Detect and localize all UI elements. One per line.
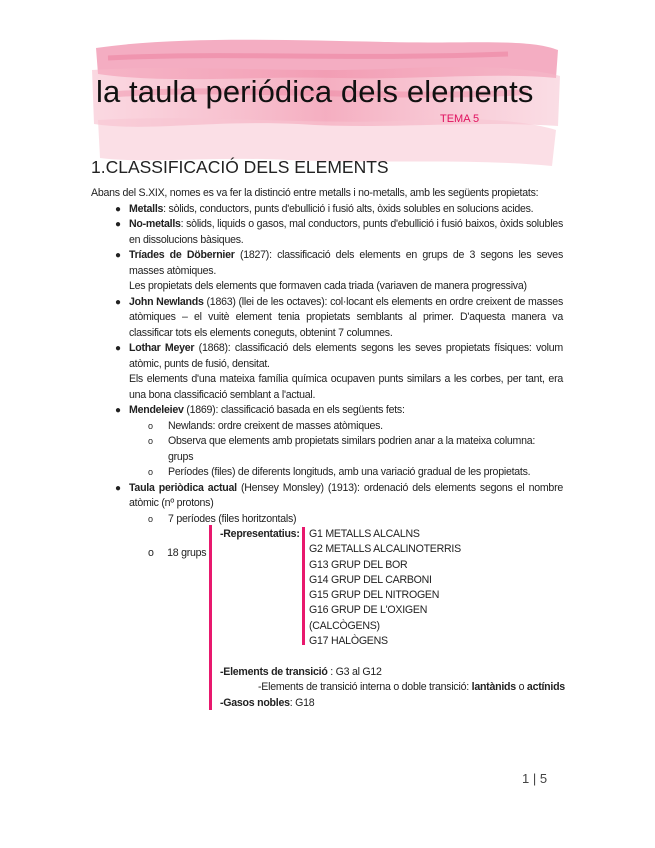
list-item [91,248,563,279]
intro-text: Abans del S.XIX, nomes es va fer la distinció entre metalls i no-metalls, amb les següents propietats: [91,187,539,199]
list-item [91,481,563,512]
transicio-interna-line: -Elements de transició interna o doble transició: lantànids o actínids [258,681,565,693]
circle-bullet-icon: o [148,467,153,477]
sub-item-text: 7 períodes (files horitzontals) [168,512,297,525]
list-item [91,217,563,248]
representatius-label: -Representatius: [220,528,300,540]
item-text: (1863) (llei de les octaves): col·locant els elements en ordre creixent de masses atòmiques – el vuitè element tenia propietats semblants al primer. D'aquesta manera va classificar tots els elements coneguts, obtenint 7 columnes. [129,295,563,339]
sub-list-item [91,465,563,481]
circle-bullet-icon: o [148,513,153,524]
list-item [91,295,563,342]
bullet-icon: ● [115,405,121,416]
bullet-icon: ● [115,203,121,215]
item-term: Tríades de Döbernier [129,249,235,261]
gasos-nobles-line: -Gasos nobles: G18 [220,697,315,709]
group-item: G17 HALÒGENS [309,635,388,648]
document-title: la taula periódica dels elements [96,74,534,109]
item-text: (1827): classificació dels elements en grups de 3 segons les seves masses atòmiques. [129,249,563,277]
sub-item-text: Newlands: ordre creixent de masses atòmiques. [168,419,383,432]
item-continuation: Les propietats dels elements que formaven cada triada (variaven de manera progressiva) [129,280,527,292]
item-term: Mendeleiev [129,404,184,416]
group-item: G1 METALLS ALCALNS [309,528,420,540]
sub-item-text: Observa que elements amb propietats similars podrien anar a la mateixa columna: grups [168,435,536,463]
bullet-icon: ● [115,250,121,261]
sub-item-text: Períodes (files) de diferents longituds, amb una variació gradual de les propietats. [168,466,531,478]
group-item: (CALCÒGENS) [309,619,380,632]
item-term: No-metalls [129,218,181,230]
bullet-icon: ● [115,482,121,494]
item-term: Metalls [129,202,164,215]
bullet-icon: ● [115,296,121,308]
group-item: G2 METALLS ALCALINOTERRIS [309,543,461,556]
bracket-bar [209,525,212,710]
list-item [91,202,563,218]
item-term: Taula periòdica actual [129,481,237,494]
item-text: (Hensey Monsley) (1913): ordenació dels elements segons el nombre atòmic (nº protons) [129,481,563,509]
sub-list-item [91,434,563,465]
group-item: G16 GRUP DE L'OXIGEN [309,604,428,617]
group-item: G15 GRUP DEL NITROGEN [309,589,440,602]
item-text: : sòlids, conductors, punts d'ebullició i fusió alts, òxids solubles en solucions acides. [163,202,534,215]
item-term: Lothar Meyer [129,342,195,354]
bullet-icon: ● [115,343,121,354]
bullet-icon: ● [115,219,121,230]
bracket-bar-representatius [302,527,305,645]
group-item: G13 GRUP DEL BOR [309,558,408,571]
item-text: (1868): classificació dels elements segons les seves propietats físiques: volum atòmic, punts de fusió, densitat. [129,342,563,370]
list-item [91,403,563,419]
item-term: John Newlands [129,295,204,308]
section-body [91,186,563,527]
grups-item [148,546,206,561]
circle-bullet-icon: o [148,420,153,431]
grups-label: 18 grups [167,547,207,559]
sub-list-item [91,512,563,528]
sub-list-item [91,419,563,435]
page-number: 1 | 5 [522,771,548,786]
list-item [91,341,563,372]
item-text: : sòlids, liquids o gasos, mal conductors, punts d'ebullició i fusió baixos, òxids solubles en dissolucions bàsiques. [129,218,563,246]
transicio-line: -Elements de transició : G3 al G12 [220,666,382,678]
circle-bullet-icon: o [148,436,153,446]
circle-bullet-icon: o [148,547,154,559]
item-continuation: Els elements d'una mateixa família química ocupaven punts similars a les corbes, per tant, era una bona classificació semblant a l'actual. [129,373,563,401]
item-text: (1869): classificació basada en els següents fets: [183,404,405,416]
group-item: G14 GRUP DEL CARBONI [309,573,432,586]
group-list [309,527,461,649]
section-heading: 1.CLASSIFICACIÓ DELS ELEMENTS [91,157,389,177]
tema-label: TEMA 5 [440,113,480,125]
